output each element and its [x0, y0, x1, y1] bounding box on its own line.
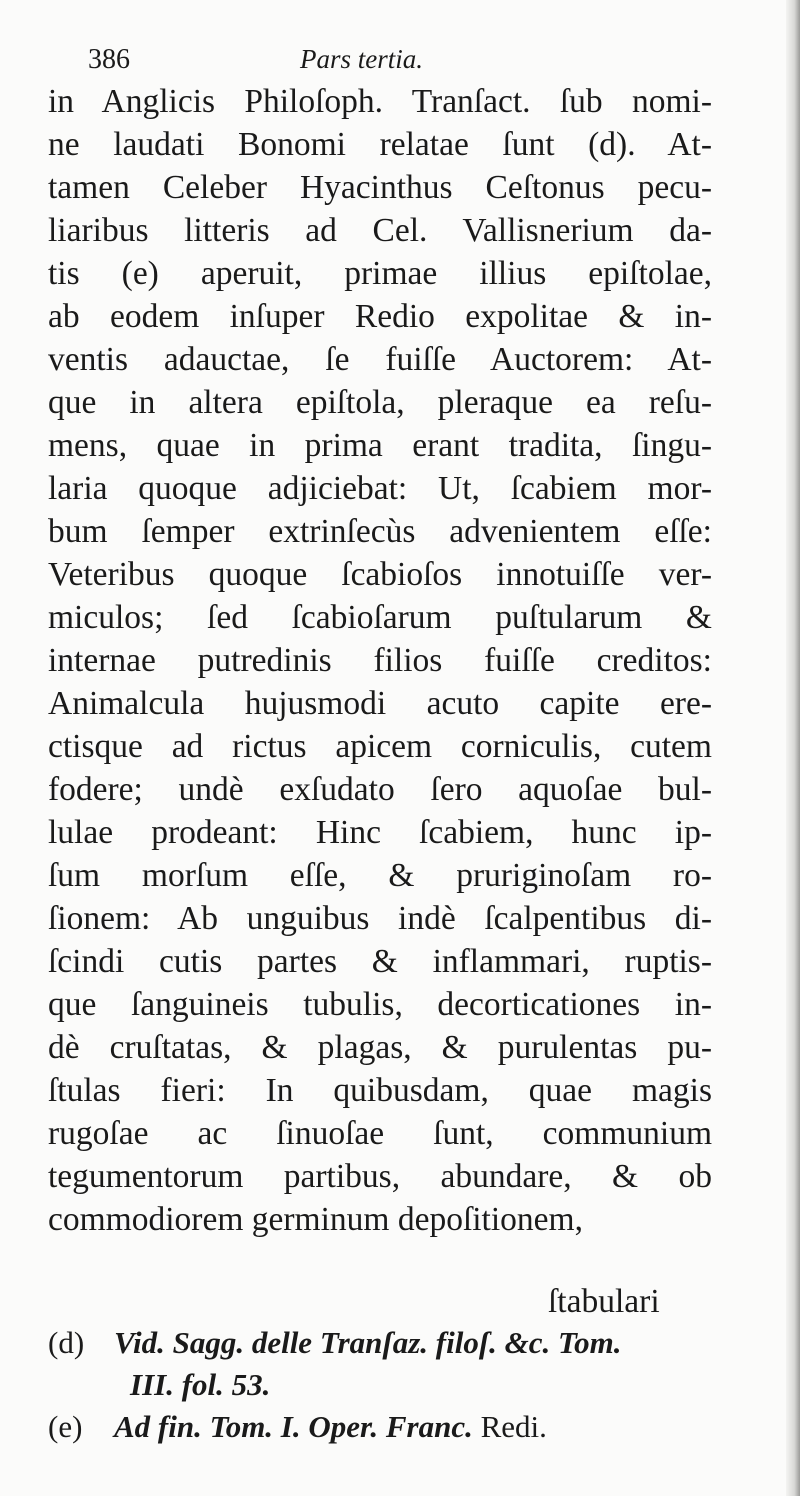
footnote-mark: (d): [48, 1325, 85, 1360]
text-line: bum ſemper extrinſecùs advenientem eſſe:: [48, 513, 712, 550]
footnotes: [48, 1322, 748, 1448]
text-line: Animalcula hujusmodi acuto capite ere-: [48, 685, 712, 722]
text-line: in Anglicis Philoſoph. Tranſact. ſub nomi-: [48, 83, 712, 120]
text-line: ſum morſum eſſe, & pruriginoſam ro-: [48, 857, 712, 894]
page-number: 386: [88, 44, 130, 75]
text-line: mens, quae in prima erant tradita, ſingu-: [48, 427, 712, 464]
text-line: lulae prodeant: Hinc ſcabiem, hunc ip-: [48, 814, 712, 851]
running-head-title: Pars tertia.: [300, 44, 424, 74]
text-line: ſcindi cutis partes & inflammari, ruptis-: [48, 943, 712, 980]
text-line: commodiorem germinum depoſitionem,: [48, 1201, 583, 1238]
footnote-text: III. fol. 53.: [130, 1367, 271, 1402]
page-edge-shadow: [786, 0, 800, 1496]
text-line: ſtulas fieri: In quibusdam, quae magis: [48, 1072, 712, 1109]
text-line: que ſanguineis tubulis, decorticationes in-: [48, 986, 712, 1023]
catchword: ſtabulari: [548, 1283, 660, 1320]
footnote-mark: (e): [48, 1409, 83, 1444]
text-line: tamen Celeber Hyacinthus Ceſtonus pecu-: [48, 169, 712, 206]
text-line: ventis adauctae, ſe fuiſſe Auctorem: At-: [48, 341, 712, 378]
body-text: [48, 80, 712, 1241]
text-line: ſionem: Ab unguibus indè ſcalpentibus di-: [48, 900, 712, 937]
footnote-d-continuation: [48, 1364, 748, 1406]
footnote-e: [48, 1406, 748, 1448]
footnote-text-roman: Redi.: [472, 1409, 547, 1444]
text-line: laria quoque adjiciebat: Ut, ſcabiem mor-: [48, 470, 712, 507]
text-line: ab eodem inſuper Redio expolitae & in-: [48, 298, 712, 335]
text-line: miculos; ſed ſcabioſarum puſtularum &: [48, 599, 712, 636]
text-line: tis (e) aperuit, primae illius epiſtolae,: [48, 255, 712, 292]
text-line: que in altera epiſtola, pleraque ea reſu-: [48, 384, 712, 421]
text-line: ctisque ad rictus apicem corniculis, cutem: [48, 728, 712, 765]
text-line: liaribus litteris ad Cel. Vallisnerium da-: [48, 212, 712, 249]
running-head: [88, 40, 688, 80]
text-line: ne laudati Bonomi relatae ſunt (d). At-: [48, 126, 712, 163]
text-line: dè cruſtatas, & plagas, & purulentas pu-: [48, 1029, 712, 1066]
footnote-text: Vid. Sagg. delle Tranſaz. filoſ. &c. Tom.: [114, 1325, 622, 1360]
footnote-text-italic: Ad fin. Tom. I. Oper. Franc.: [114, 1409, 473, 1444]
text-line: rugoſae ac ſinuoſae ſunt, communium: [48, 1115, 712, 1152]
text-line: Veteribus quoque ſcabioſos innotuiſſe ver-: [48, 556, 712, 593]
text-line: internae putredinis filios fuiſſe creditos:: [48, 642, 712, 679]
footnote-d: [48, 1322, 748, 1364]
text-line: fodere; undè exſudato ſero aquoſae bul-: [48, 771, 712, 808]
text-line: tegumentorum partibus, abundare, & ob: [48, 1158, 712, 1195]
